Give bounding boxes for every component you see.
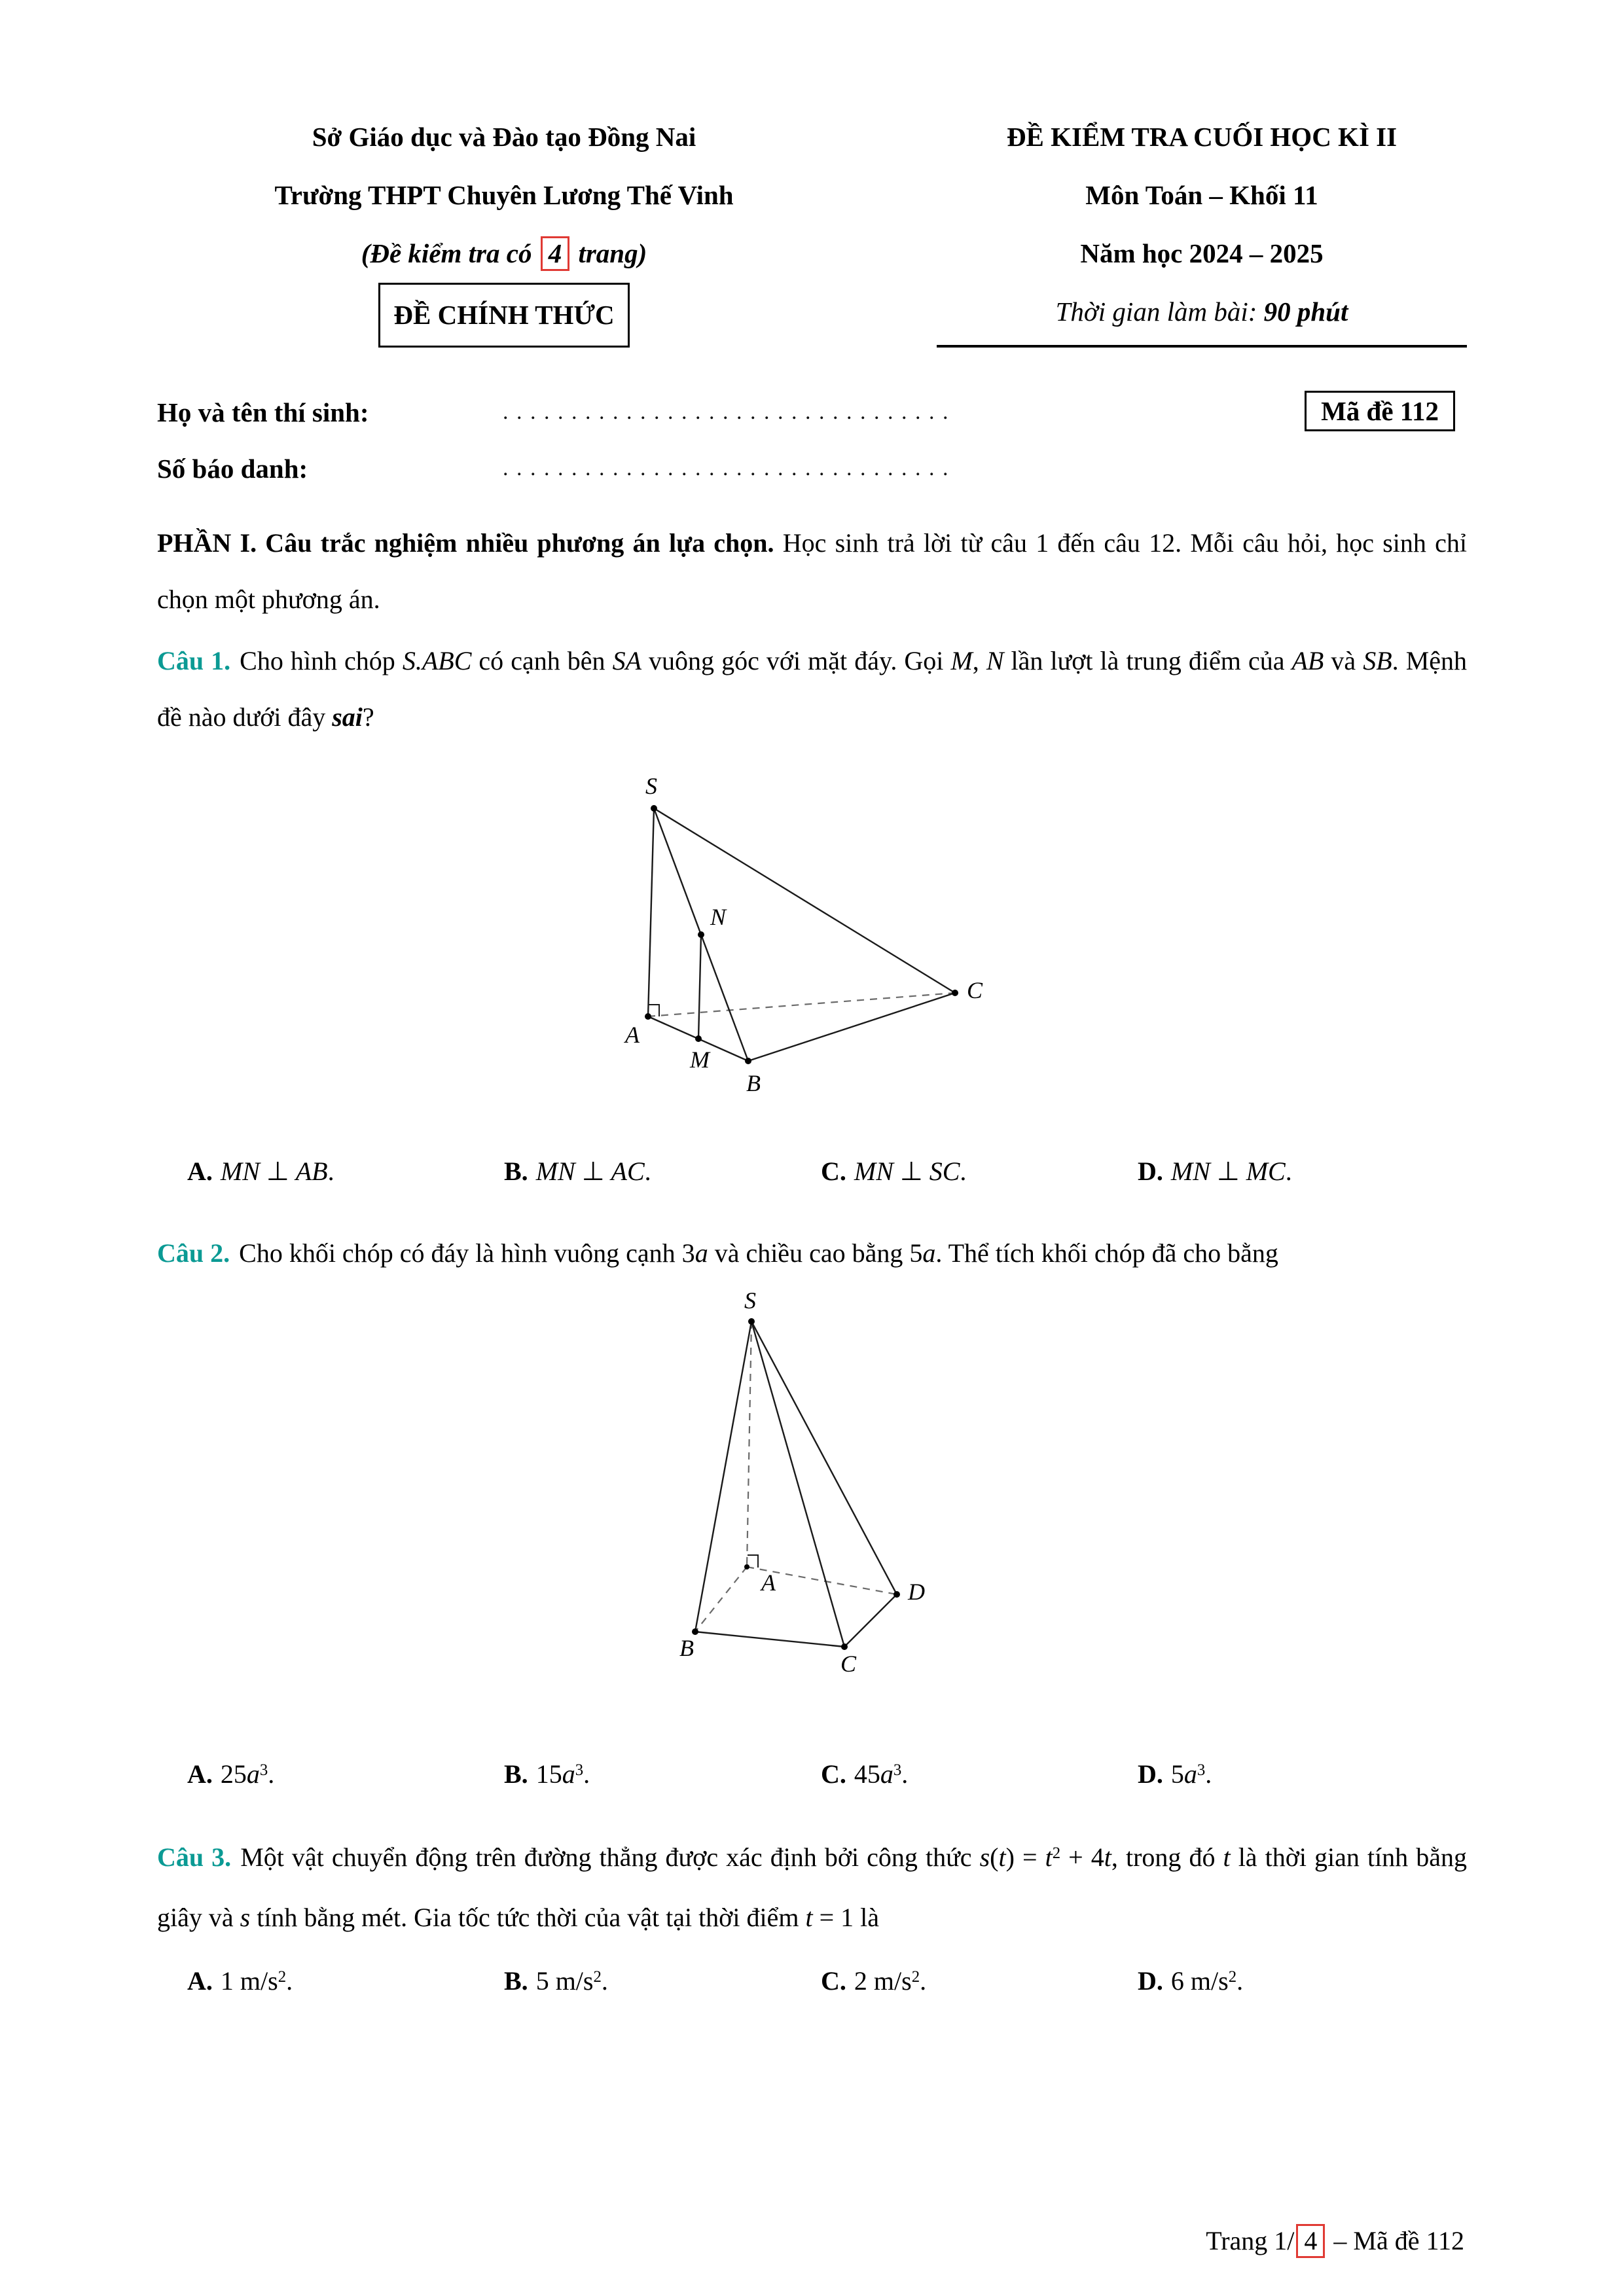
- question-2-label: Câu 2.: [157, 1238, 230, 1268]
- option-d: [1138, 1155, 1467, 1189]
- option-b: [504, 1964, 821, 2002]
- page-footer: Trang 1/ 4 – Mã đề 112: [1206, 2224, 1464, 2258]
- question-1-text: [157, 633, 1467, 745]
- edge-AB: [695, 1567, 747, 1632]
- vertex-A-label: A: [761, 1570, 776, 1596]
- point-N-label: N: [710, 904, 726, 930]
- vertex-B-dot: [692, 1628, 698, 1635]
- question-3: [157, 1829, 1467, 2002]
- school-year: Năm học 2024 – 2025: [1080, 238, 1324, 268]
- candidate-id-row: [157, 440, 1467, 497]
- option-c: [821, 1757, 1138, 1795]
- point-M-dot: [695, 1035, 702, 1042]
- pyramid-SABC-figure: [583, 749, 1041, 1106]
- point-M-label: M: [689, 1047, 710, 1073]
- question-2: [157, 1225, 1467, 1795]
- option-a-label: A.: [187, 1966, 213, 1996]
- exam-code-box: Mã đề 112: [1305, 391, 1455, 431]
- option-c-label: C.: [821, 1759, 846, 1789]
- edge-AC: [648, 993, 955, 1016]
- candidate-id-dotted-line: . . . . . . . . . . . . . . . . . . . . . . . . . . . . . . . . .: [503, 456, 950, 480]
- question-1-body: Cho hình chóp S.ABC có cạnh bên SA vuông góc với mặt đáy. Gọi M, N lần lượt là trung điểm của AB và SB. Mệnh đề nào dưới đây sai?: [157, 646, 1468, 732]
- candidate-section: [157, 384, 1467, 497]
- option-b-label: B.: [504, 1966, 528, 1996]
- edge-BC: [748, 993, 955, 1061]
- option-a: [187, 1964, 504, 2002]
- edge-SA-height: [747, 1321, 751, 1567]
- option-b-text: $15a^3$.: [535, 1759, 590, 1789]
- vertex-C-dot: [841, 1643, 848, 1650]
- question-2-text: [157, 1225, 1467, 1282]
- option-d-label: D.: [1138, 1759, 1163, 1789]
- option-c: [821, 1155, 1138, 1189]
- vertex-D-dot: [893, 1591, 900, 1598]
- vertex-A-dot: [744, 1564, 749, 1570]
- option-d: [1138, 1757, 1467, 1795]
- vertex-B-label: B: [679, 1635, 694, 1661]
- edge-BC: [695, 1632, 844, 1647]
- candidate-name-row: [157, 384, 1467, 440]
- exam-title: ĐỀ KIỂM TRA CUỐI HỌC KÌ II: [1006, 122, 1398, 152]
- vertex-B-label: B: [746, 1070, 761, 1096]
- option-d-text: $5a^3$.: [1170, 1759, 1212, 1789]
- option-d-label: D.: [1138, 1157, 1163, 1186]
- option-c-text: 2 $m/s^2$.: [854, 1966, 927, 1996]
- option-b-text: MN ⊥ AC.: [535, 1157, 651, 1186]
- question-3-body: Một vật chuyển động trên đường thẳng được xác định bởi công thức $s(t) = t^2 + 4t$, trong đó t là thời gian tính bằng giây và s tính bằng mét. Gia tốc tức thời của vật tại thời điểm t = 1 là: [157, 1842, 1467, 1932]
- vertex-C-label: C: [840, 1651, 856, 1677]
- edge-CD: [844, 1594, 897, 1647]
- edge-SC: [654, 808, 955, 993]
- option-c-text: $45a^3$.: [854, 1759, 909, 1789]
- option-d-text: 6 $m/s^2$.: [1170, 1966, 1244, 1996]
- option-b-text: 5 $m/s^2$.: [535, 1966, 608, 1996]
- header-right: [937, 108, 1467, 348]
- candidate-name-label: Họ và tên thí sinh:: [157, 397, 369, 427]
- point-N-dot: [698, 931, 704, 938]
- question-1-options: [157, 1155, 1467, 1189]
- option-d-text: MN ⊥ MC.: [1170, 1157, 1292, 1186]
- vertex-S-dot: [748, 1318, 755, 1325]
- segment-MN: [698, 935, 701, 1039]
- school-name: Trường THPT Chuyên Lương Thế Vinh: [274, 180, 734, 210]
- figure-1-wrap: [157, 749, 1467, 1113]
- candidate-id-label: Số báo danh:: [157, 454, 308, 484]
- page-count-note: (Đề kiểm tra có 4 trang): [157, 224, 851, 283]
- header: [157, 108, 1467, 348]
- official-exam-row: [157, 283, 851, 348]
- department-name: Sở Giáo dục và Đào tạo Đồng Nai: [312, 122, 696, 152]
- part1-intro: PHẦN I. Câu trắc nghiệm nhiều phương án lựa chọn. Học sinh trả lời từ câu 1 đến câu 12. Mỗi câu hỏi, học sinh chỉ chọn một phương án.: [157, 528, 1467, 614]
- option-b-label: B.: [504, 1157, 528, 1186]
- question-1: [157, 633, 1467, 1189]
- option-a: [187, 1155, 504, 1189]
- question-3-text: [157, 1829, 1467, 1946]
- option-b: [504, 1757, 821, 1795]
- question-1-label: Câu 1.: [157, 646, 231, 675]
- figure-2-wrap: [157, 1292, 1467, 1708]
- option-c-label: C.: [821, 1157, 846, 1186]
- question-2-body: Cho khối chóp có đáy là hình vuông cạnh 3a và chiều cao bằng 5a. Thể tích khối chóp đã cho bằng: [239, 1238, 1278, 1268]
- edge-SA: [648, 808, 654, 1016]
- question-2-options: [157, 1757, 1467, 1795]
- option-c-text: MN ⊥ SC.: [854, 1157, 967, 1186]
- official-exam-box: ĐỀ CHÍNH THỨC: [378, 283, 629, 348]
- subject-grade: Môn Toán – Khối 11: [1085, 180, 1318, 210]
- vertex-C-dot: [952, 990, 958, 996]
- question-3-label: Câu 3.: [157, 1842, 232, 1872]
- option-b-label: B.: [504, 1759, 528, 1789]
- edge-SB: [695, 1321, 751, 1632]
- option-a-label: A.: [187, 1759, 213, 1789]
- edge-SD: [751, 1321, 897, 1594]
- vertex-S-label: S: [645, 773, 657, 799]
- candidate-name-dotted-line: . . . . . . . . . . . . . . . . . . . . . . . . . . . . . . . . .: [503, 400, 950, 424]
- vertex-A-label: A: [624, 1022, 640, 1048]
- vertex-B-dot: [745, 1058, 751, 1064]
- option-a-label: A.: [187, 1157, 213, 1186]
- vertex-A-dot: [645, 1013, 651, 1020]
- option-d-label: D.: [1138, 1966, 1163, 1996]
- edge-SC: [751, 1321, 844, 1647]
- vertex-S-label: S: [744, 1292, 756, 1314]
- option-c: [821, 1964, 1138, 2002]
- option-c-label: C.: [821, 1966, 846, 1996]
- exam-duration: Thời gian làm bài: 90 phút: [1055, 296, 1348, 327]
- pyramid-square-base-figure: [649, 1292, 976, 1701]
- question-3-options: [157, 1964, 1467, 2002]
- option-a-text: $25a^3$.: [220, 1759, 275, 1789]
- option-a: [187, 1757, 504, 1795]
- option-a-text: 1 $m/s^2$.: [220, 1966, 293, 1996]
- vertex-D-label: D: [907, 1579, 925, 1605]
- option-d: [1138, 1964, 1467, 2002]
- option-b: [504, 1155, 821, 1189]
- vertex-S-dot: [651, 805, 657, 812]
- header-left: [157, 108, 851, 348]
- vertex-C-label: C: [966, 977, 983, 1003]
- option-a-text: MN ⊥ AB.: [220, 1157, 334, 1186]
